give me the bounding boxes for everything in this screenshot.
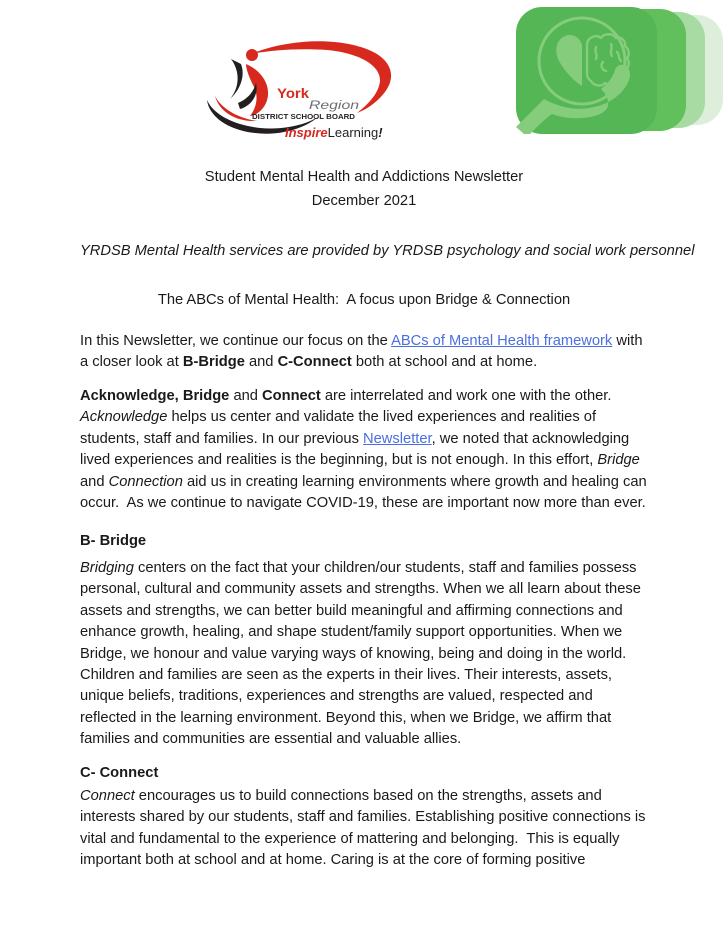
text-run: C-Connect [277,354,352,371]
connect-paragraph [80,786,650,872]
text-run: Connect [262,388,321,404]
logo-tagline-learning: Learning [327,125,379,140]
logo-york-text: York [277,85,310,101]
text-run: and [80,452,644,490]
logo-figure-head [246,49,258,61]
text-run: helps us center and validate the lived experiences and realities of students, staff and families. In our previous [80,409,601,447]
connect-section-heading: C- Connect [80,765,159,781]
inline-link[interactable]: ABCs of Mental Health framework [391,333,613,349]
page-title: Student Mental Health and Addictions Newsletter [204,169,524,185]
text-run: B-Bridge [182,354,245,371]
services-disclaimer: YRDSB Mental Health services are provided by YRDSB psychology and social work personnel [80,243,695,259]
text-run: Connect [80,788,135,804]
text-run: are interrelated and work one with the other. [320,388,616,404]
abc-overview-paragraph [80,386,650,514]
logo-tagline-bang: ! [378,125,383,140]
logo-figure-ribbon-lower [238,83,257,109]
logo-region-text: Region [309,100,359,112]
text-run: Acknowledge [80,409,168,426]
heart-brain-hand-graphic [516,7,723,134]
text-run: Connection [108,473,183,490]
logo-board-text: DISTRICT SCHOOL BOARD [252,114,355,121]
text-run: aid us in creating learning environments where growth and healing can occur. As we continue to navigate COVID-19, these are important now more than ever. [80,473,651,512]
text-run: Acknowledge, Bridge [80,388,230,404]
logo-figure-body [246,64,268,116]
text-run: encourages us to build connections based on the strengths, assets and interests shared by our students, staff and families. Establishing positive connections is vital and fundamental to the experience of mattering and belonging. This is equally important both at school and at home. Caring is at the core of forming positive [80,788,650,869]
yrdsb-logo [205,40,400,145]
text-run: In this Newsletter, we continue our focus on the [80,333,392,349]
bridge-section-heading: B- Bridge [80,533,147,549]
logo-tagline-inspire: Inspire [285,125,328,140]
intro-paragraph [80,331,650,374]
bridge-paragraph [80,558,650,751]
abc-section-heading: The ABCs of Mental Health: A focus upon Bridge & Connection [157,292,571,308]
text-run: with a closer look at [80,333,647,371]
text-run: and [229,388,263,404]
text-run: , we noted that acknowledging lived experiences and realities is the beginning, but is not enough. In this effort, [80,430,634,469]
text-run: both at school and at home. [351,354,538,371]
text-run: centers on the fact that your children/our students, staff and families possess personal, cultural and community assets and strengths. When we all learn about these assets and strengths, we can better build meaningful and affirming connections and enhance growth, healing, and shape student/family support opportunities. When we Bridge, we honour and value varying ways of knowing, being and doing in the world. Children and families are seen as the experts in their lives. Their interests, assets, unique beliefs, traditions, experiences and strengths are valued, respected and reflected in the learning environment. Beyond this, when we Bridge, we affirm that families and communities are essential and valuable allies. [80,560,645,748]
issue-date: December 2021 [311,193,417,209]
logo-tagline [285,125,383,140]
text-run: Bridge [597,452,640,469]
logo-figure-ribbon-upper [230,59,243,99]
inline-link[interactable]: Newsletter [363,430,432,447]
text-run: and [244,354,278,371]
text-run: Bridging [80,560,134,576]
